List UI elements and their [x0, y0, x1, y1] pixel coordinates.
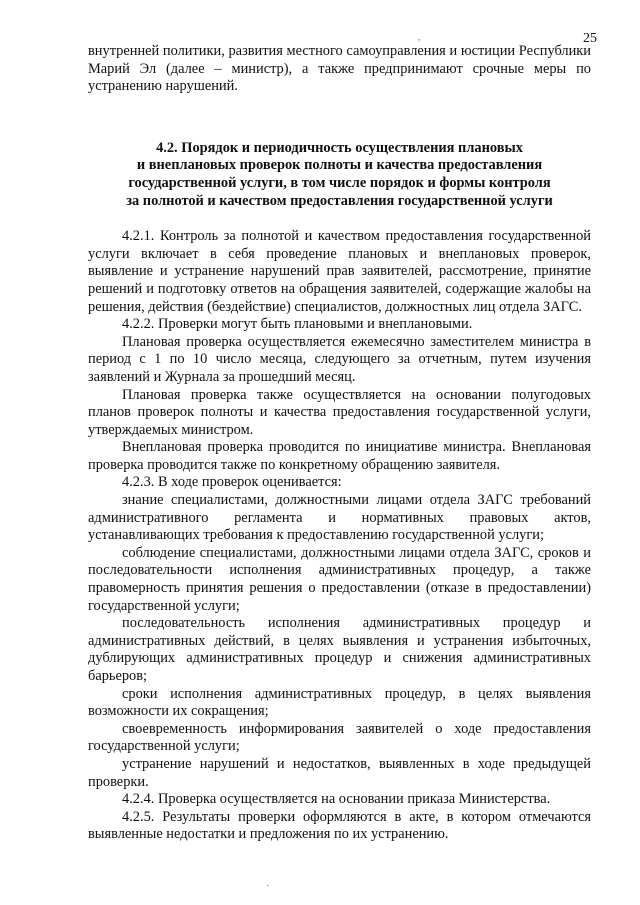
paragraph-4-2-2: 4.2.2. Проверки могут быть плановыми и внеплановыми. — [122, 316, 473, 333]
list-item-sequence: последовательность исполнения административных процедур и административных действий, в целях выявления и устранения избыточных, дублирующих административных процедур и снижения административных барьеров; — [88, 615, 591, 684]
section-heading-line: государственной услуги, в том числе порядок и формы контроля — [128, 174, 551, 191]
paragraph-planned-check-semiannual: Плановая проверка также осуществляется на основании полугодовых планов проверок полноты и качества предоставления государственной услуги, утверждаемых министром. — [88, 386, 591, 438]
section-heading — [88, 140, 591, 210]
scan-speck: , — [418, 32, 421, 43]
document-body — [88, 43, 591, 844]
list-item-elimination: устранение нарушений и недостатков, выявленных в ходе предыдущей проверки. — [88, 755, 591, 790]
section-heading-line: и внеплановых проверок полноты и качества предоставления — [136, 157, 543, 174]
section-heading-line: 4.2. Порядок и периодичность осуществления плановых — [156, 139, 523, 156]
paragraph-4-2-4: 4.2.4. Проверка осуществляется на основании приказа Министерства. — [122, 791, 551, 808]
paragraph-4-2-3: 4.2.3. В ходе проверок оценивается: — [122, 474, 342, 491]
section-heading-line: за полнотой и качеством предоставления государственной услуги — [126, 192, 553, 209]
page-number: 25 — [583, 31, 597, 46]
intro-paragraph: внутренней политики, развития местного самоуправления и юстиции Республики Марий Эл (далее – министр), а также предпринимают срочные меры по устранению нарушений. — [88, 43, 591, 95]
list-item-informing: своевременность информирования заявителей о ходе предоставления государственной услуги; — [88, 720, 591, 755]
list-item-knowledge: знание специалистами, должностными лицами отдела ЗАГС требований административного регламента и нормативных правовых актов, устанавливающих требования к предоставлению государственной услуги; — [88, 492, 591, 544]
paragraph-planned-check: Плановая проверка осуществляется ежемесячно заместителем министра в период с 1 по 10 число месяца, следующего за отчетным, путем изучения заявлений и Журнала за прошедший месяц. — [88, 333, 591, 385]
paragraph-4-2-1: 4.2.1. Контроль за полнотой и качеством предоставления государственной услуги включает в себя проведение плановых и внеплановых проверок, выявление и устранение нарушений прав заявителей, рассмотрение, принятие решений и подготовку ответов на обращения заявителей, содержащие жалобы на решения, действия (бездействие) специалистов, должностных лиц отдела ЗАГС. — [88, 228, 591, 315]
list-item-compliance: соблюдение специалистами, должностными лицами отдела ЗАГС, сроков и последовательности исполнения административных процедур, а также правомерность принятия решения о предоставлении (отказе в предоставлении) государственной услуги; — [88, 544, 591, 614]
list-item-terms: сроки исполнения административных процедур, в целях выявления возможности их сокращения; — [88, 685, 591, 720]
paragraph-4-2-5: 4.2.5. Результаты проверки оформляются в акте, в котором отмечаются выявленные недостатки и предложения по их устранению. — [88, 808, 591, 843]
scan-speck: · — [266, 881, 270, 892]
paragraph-unplanned-check: Внеплановая проверка проводится по инициативе министра. Внеплановая проверка проводится также по конкретному обращению заявителя. — [88, 439, 591, 473]
